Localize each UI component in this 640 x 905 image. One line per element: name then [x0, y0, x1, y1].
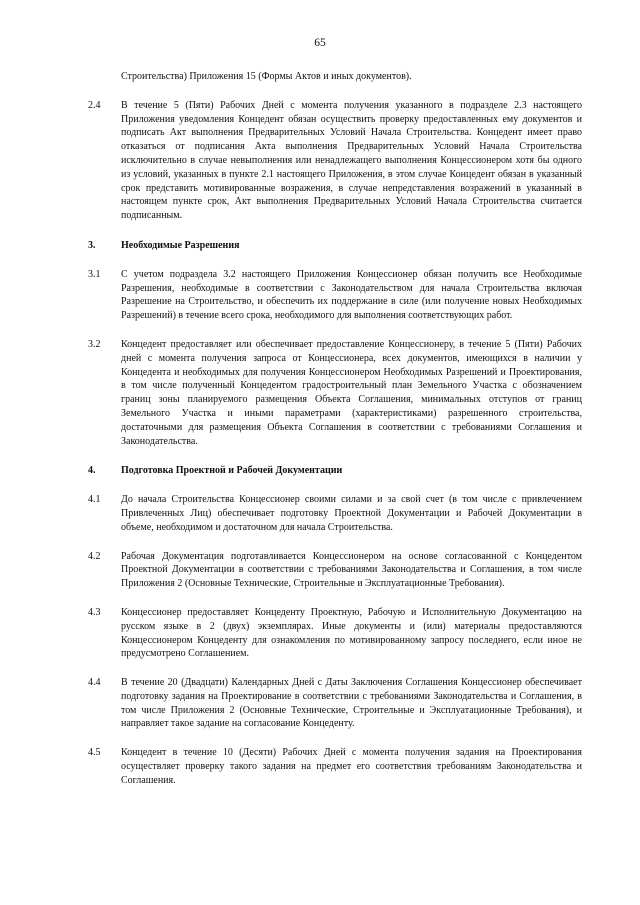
clause-number: 4.2	[88, 550, 101, 562]
clause-4-5	[88, 746, 582, 787]
clause-text: Концедент предоставляет или обеспечивает предоставление Концессионеру, в течение 5 (Пяти) Рабочих дней с момента получения запроса от Концессионера, всех документов, имеющихся в наличии у Концедента и необходимых для получения Концессионером Необходимых Разрешений и Проектирования, в том числе полученный Концедентом градостроительный план Земельного Участка с обозначением границ зоны планируемого размещения Объекта Соглашения, минимальных отступов от границ Земельного Участка и иными параметрами (характеристиками) разрешенного строительства, достаточными для размещения Объекта Соглашения в соответствии с требованиями Соглашения и Законодательства.	[121, 338, 582, 447]
clause-4-2	[88, 550, 582, 591]
clause-text: Рабочая Документация подготавливается Концессионером на основе согласованной с Концедентом Проектной Документации в соответствии с требованиями Законодательства и Соглашения, в том числе Приложения 2 (Основные Технические, Строительные и Эксплуатационные Требования).	[121, 550, 582, 590]
clause-4-3	[88, 606, 582, 661]
section-title: Необходимые Разрешения	[121, 239, 240, 251]
clause-4-4	[88, 676, 582, 731]
clause-text: В течение 5 (Пяти) Рабочих Дней с момента получения указанного в подразделе 2.3 настоящего Приложения уведомления Концедент обязан осуществить проверку предоставленных ему документов и подписать Акт выполнения Предварительных Условий Начала Строительства. Концедент имеет право отказаться от подписания Акта выполнения Предварительных Условий Начала Строительства исключительно в случае невыполнения или ненадлежащего выполнения Концессионером хотя бы одного из условий, указанных в пункте 2.1 настоящего Приложения, в этом случае Концедент обязан в указанный срок представить мотивированные возражения, в случае непредставления возражений в указанный в настоящем пункте срок, Акт выполнения Предварительных Условий Начала Строительства считается подписанным.	[121, 99, 582, 222]
clause-number: 3.1	[88, 268, 101, 280]
section-number: 4.	[88, 465, 96, 477]
section-number: 3.	[88, 239, 96, 251]
clause-4-1	[88, 493, 582, 534]
continuation-text: Строительства) Приложения 15 (Формы Актов и иных документов).	[121, 71, 412, 82]
clause-3-2	[88, 338, 582, 448]
section-title: Подготовка Проектной и Рабочей Документации	[121, 465, 343, 477]
clause-text: В течение 20 (Двадцати) Календарных Дней с Даты Заключения Соглашения Концессионер обеспечивает подготовку задания на Проектирование в соответствии с требованиями Законодательства и Соглашения, в том числе Приложения 2 (Основные Технические, Строительные и Эксплуатационные Требования), и направляет такое задание на согласование Концеденту.	[121, 677, 582, 730]
clause-number: 4.4	[88, 677, 101, 689]
clause-text: С учетом подраздела 3.2 настоящего Приложения Концессионер обязан получить все Необходимые Разрешения, необходимые в соответствии с Законодательством для начала Строительства включая Разрешение на Строительство, и обеспечить их поддержание в силе (или получение новых Необходимых Разрешений) в течение всего срока, необходимого для выполнения соответствующих работ.	[121, 268, 582, 322]
clause-number: 4.3	[88, 606, 101, 618]
section-heading-4	[88, 464, 582, 478]
clause-number: 4.5	[88, 747, 101, 759]
document-body	[88, 70, 582, 788]
page-number: 65	[314, 37, 326, 49]
clause-text: До начала Строительства Концессионер своими силами и за свой счет (в том числе с привлечением Привлеченных Лиц) обеспечивает подготовку Проектной Документации и Рабочей Документации в объеме, необходимом и достаточном для начала Строительства.	[121, 494, 582, 533]
clause-text: Концессионер предоставляет Концеденту Проектную, Рабочую и Исполнительную Документацию на русском языке в 2 (двух) экземплярах. Иные документы и (или) материалы предоставляются Концессионером Концеденту для ознакомления по мотивированному запросу последнего, если иное не предусмотрено Соглашением.	[121, 606, 582, 660]
clause-number: 2.4	[88, 99, 101, 111]
clause-3-1	[88, 268, 582, 323]
clause-number: 3.2	[88, 338, 101, 350]
section-heading-3	[88, 239, 582, 253]
clause-number: 4.1	[88, 494, 101, 506]
clause-text: Концедент в течение 10 (Десяти) Рабочих Дней с момента получения задания на Проектирования осуществляет проверку такого задания на предмет его соответствия требованиям Законодательства и Соглашения.	[121, 747, 582, 786]
clause-2-4	[88, 99, 582, 223]
